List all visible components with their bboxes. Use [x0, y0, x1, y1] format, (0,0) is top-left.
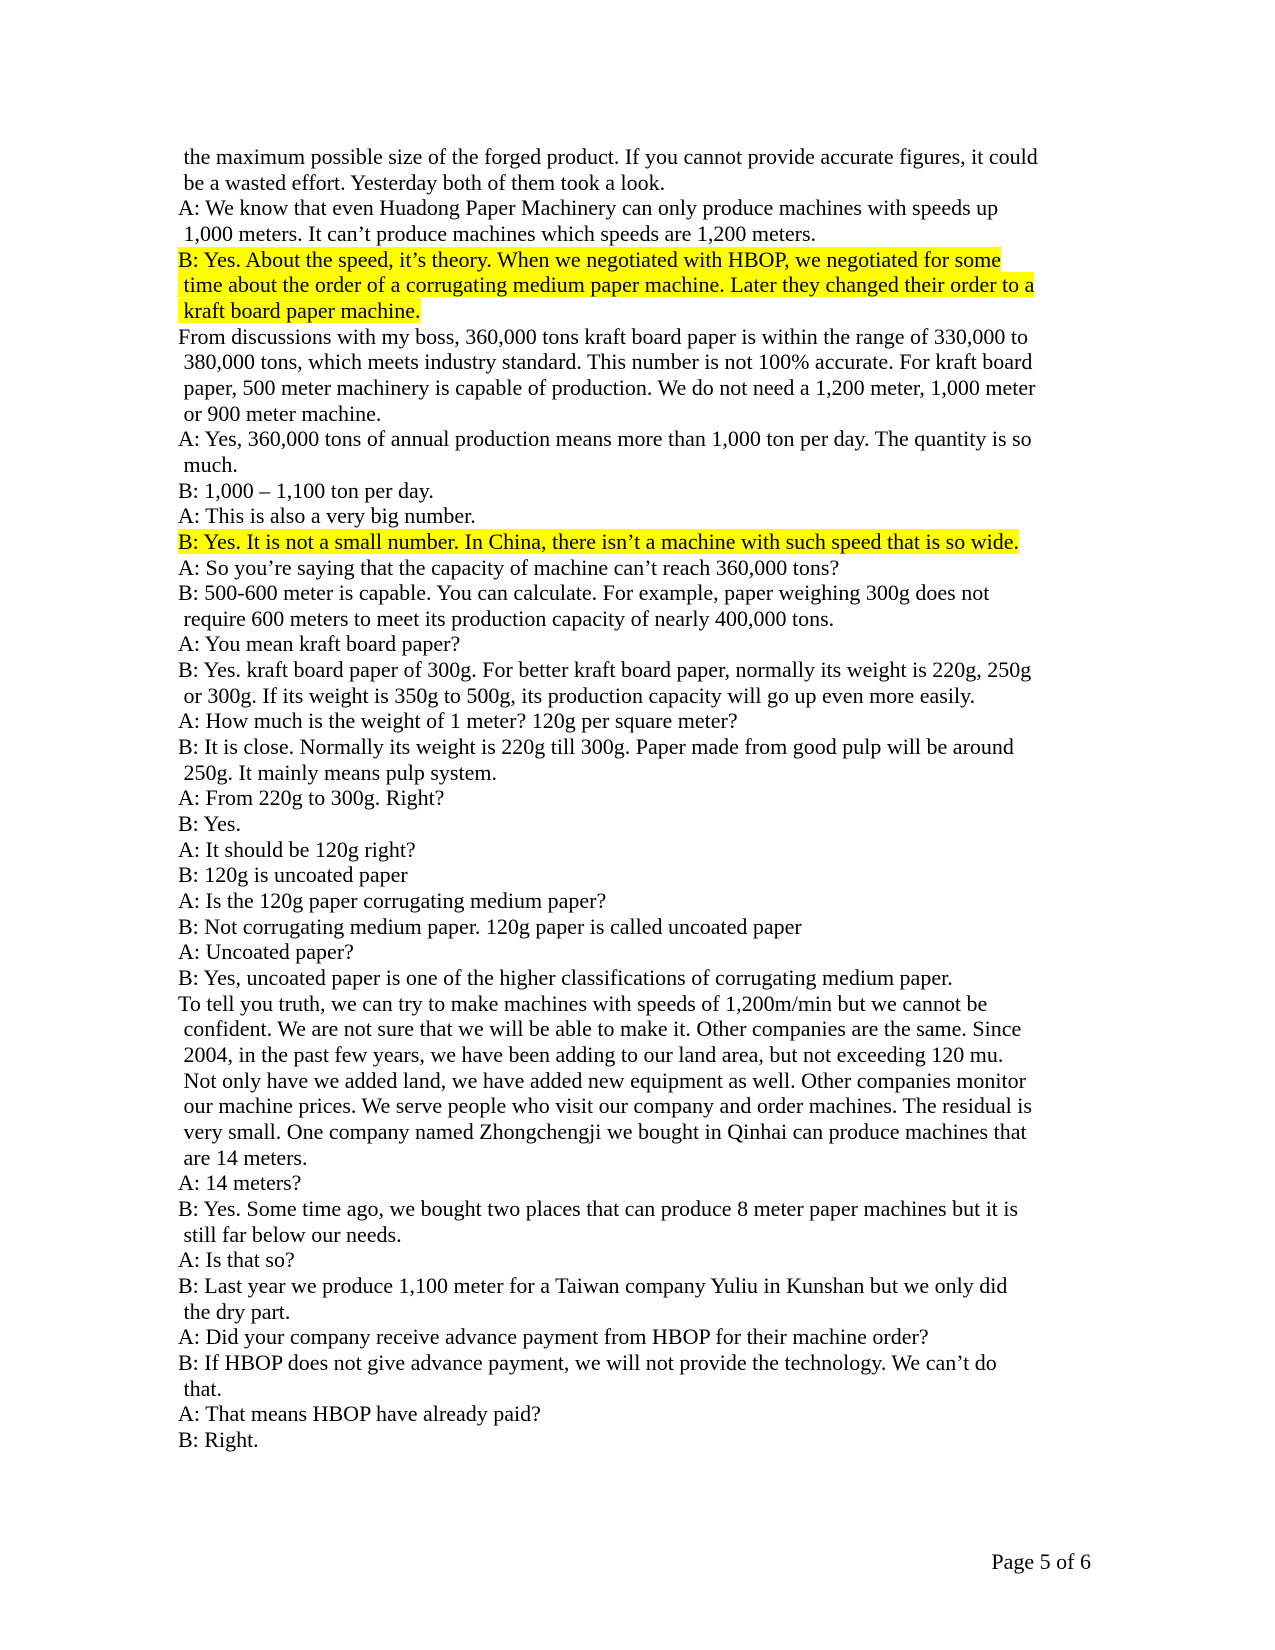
text-line: A: How much is the weight of 1 meter? 120g per square meter?	[178, 708, 738, 734]
highlighted-text: B: Yes. It is not a small number. In China, there isn’t a machine with such speed that is so wide.	[178, 528, 1019, 554]
text-line: 380,000 tons, which meets industry standard. This number is not 100% accurate. For kraft board	[178, 349, 1033, 375]
text-line	[178, 529, 1128, 555]
highlighted-text: kraft board paper machine.	[178, 297, 421, 323]
text-line: the dry part.	[178, 1298, 291, 1324]
text-line: A: Is that so?	[178, 1247, 295, 1273]
document-body	[178, 144, 1128, 1452]
text-line	[178, 298, 1128, 324]
text-line: confident. We are not sure that we will be able to make it. Other companies are the same. Since	[178, 1016, 1022, 1042]
text-line: A: Is the 120g paper corrugating medium paper?	[178, 888, 607, 914]
text-line: B: Yes, uncoated paper is one of the higher classifications of corrugating medium paper.	[178, 965, 953, 990]
text-line: much.	[178, 451, 238, 477]
text-line: A: This is also a very big number.	[178, 503, 476, 529]
text-line: A: It should be 120g right?	[178, 836, 416, 862]
text-line: B: 500-600 meter is capable. You can calculate. For example, paper weighing 300g does not	[178, 580, 990, 606]
text-line: or 900 meter machine.	[178, 400, 382, 426]
text-line: B: Yes.	[178, 811, 241, 837]
text-line: A: Uncoated paper?	[178, 939, 354, 965]
text-line: A: That means HBOP have already paid?	[178, 1401, 541, 1427]
text-line: B: Yes. kraft board paper of 300g. For better kraft board paper, normally its weight is 220g, 250g	[178, 657, 1032, 683]
text-line	[178, 247, 1128, 273]
text-line: very small. One company named Zhongchengji we bought in Qinhai can produce machines that	[178, 1118, 1027, 1144]
text-line: B: It is close. Normally its weight is 220g till 300g. Paper made from good pulp will be around	[178, 734, 1014, 760]
text-line: Not only have we added land, we have added new equipment as well. Other companies monitor	[178, 1067, 1026, 1093]
text-line: B: Right.	[178, 1426, 259, 1452]
text-line: A: So you’re saying that the capacity of machine can’t reach 360,000 tons?	[178, 554, 840, 580]
text-line: B: Not corrugating medium paper. 120g paper is called uncoated paper	[178, 913, 802, 939]
text-line	[178, 272, 1128, 298]
text-line: 250g. It mainly means pulp system.	[178, 759, 497, 785]
text-line: still far below our needs.	[178, 1221, 402, 1247]
text-line: paper, 500 meter machinery is capable of production. We do not need a 1,200 meter, 1,000 meter	[178, 374, 1036, 400]
text-line: To tell you truth, we can try to make machines with speeds of 1,200m/min but we cannot be	[178, 990, 988, 1016]
text-line: 2004, in the past few years, we have been adding to our land area, but not exceeding 120 mu.	[178, 1041, 1004, 1067]
text-line: A: Yes, 360,000 tons of annual production means more than 1,000 ton per day. The quantity is so	[178, 426, 1032, 452]
page-number-footer: Page 5 of 6	[991, 1549, 1091, 1574]
text-line: A: From 220g to 300g. Right?	[178, 785, 445, 811]
text-line: A: 14 meters?	[178, 1170, 302, 1196]
highlighted-text: time about the order of a corrugating medium paper machine. Later they changed their order to a	[178, 272, 1035, 298]
text-line: our machine prices. We serve people who visit our company and order machines. The residual is	[178, 1093, 1032, 1119]
text-line: A: You mean kraft board paper?	[178, 631, 461, 657]
text-line: 1,000 meters. It can’t produce machines which speeds are 1,200 meters.	[178, 220, 816, 246]
text-line: or 300g. If its weight is 350g to 500g, its production capacity will go up even more easily.	[178, 682, 976, 708]
highlighted-text: B: Yes. About the speed, it’s theory. When we negotiated with HBOP, we negotiated for some	[178, 246, 1002, 272]
text-line: require 600 meters to meet its production capacity of nearly 400,000 tons.	[178, 605, 835, 631]
text-line: From discussions with my boss, 360,000 tons kraft board paper is within the range of 330,000 to	[178, 323, 1028, 349]
text-line: B: If HBOP does not give advance payment, we will not provide the technology. We can’t do	[178, 1349, 997, 1375]
text-line: B: Yes. Some time ago, we bought two places that can produce 8 meter paper machines but it is	[178, 1195, 1019, 1221]
text-line: A: Did your company receive advance payment from HBOP for their machine order?	[178, 1324, 929, 1350]
text-line: B: Last year we produce 1,100 meter for a Taiwan company Yuliu in Kunshan but we only did	[178, 1272, 1008, 1298]
text-line: the maximum possible size of the forged product. If you cannot provide accurate figures, it could	[178, 144, 1038, 169]
text-line: B: 120g is uncoated paper	[178, 862, 408, 888]
text-line: A: We know that even Huadong Paper Machinery can only produce machines with speeds up	[178, 195, 999, 221]
text-line: that.	[178, 1375, 222, 1401]
text-line: be a wasted effort. Yesterday both of them took a look.	[178, 169, 666, 195]
text-line: are 14 meters.	[178, 1144, 308, 1170]
text-line: B: 1,000 – 1,100 ton per day.	[178, 477, 434, 503]
